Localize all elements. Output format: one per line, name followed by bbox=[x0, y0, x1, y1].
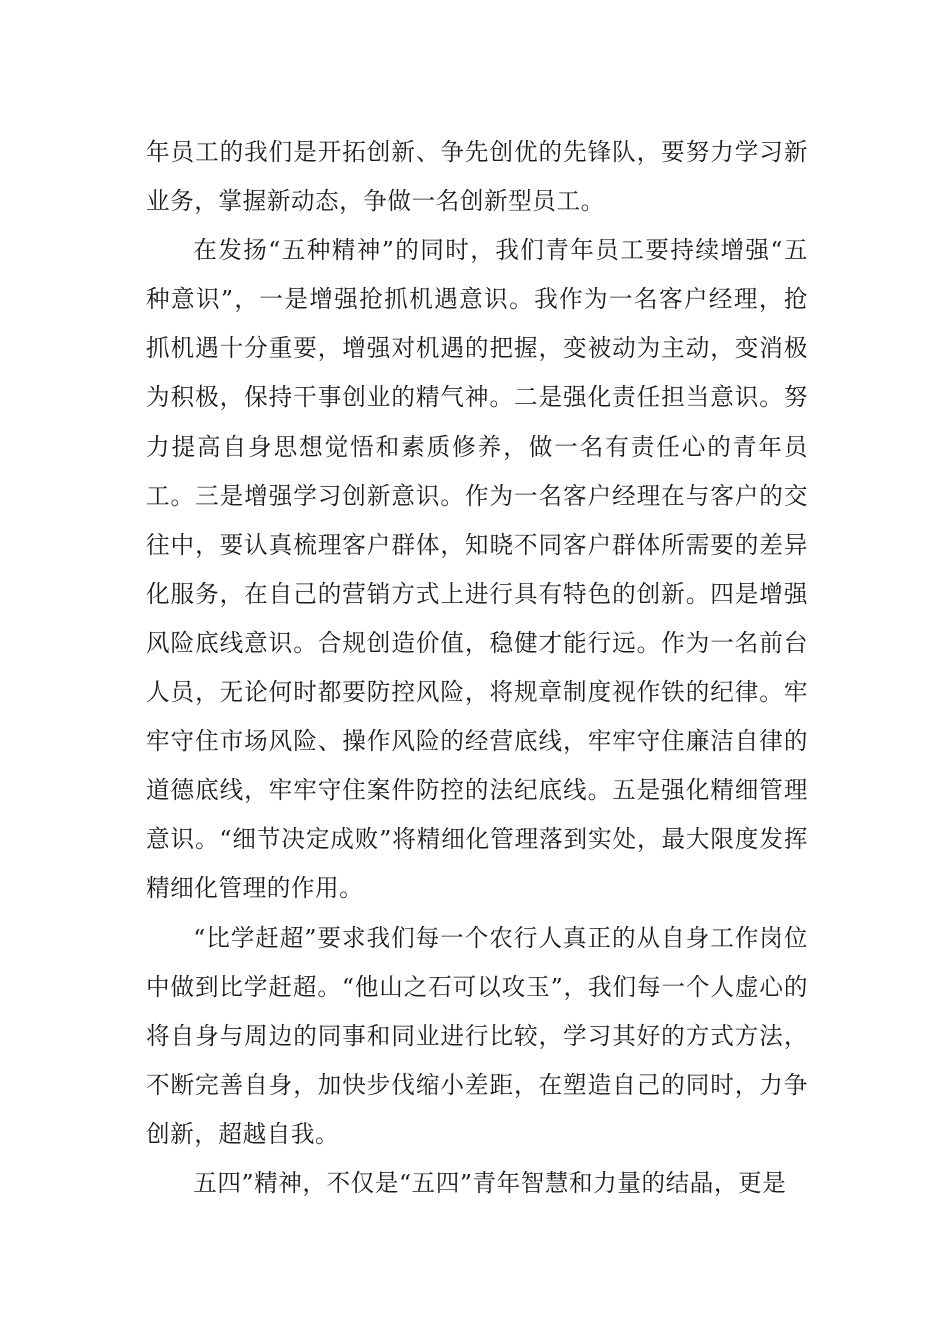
paragraph-3: “比学赶超”要求我们每一个农行人真正的从自身工作岗位中做到比学赶超。“他山之石可以攻玉”，我们每一个人虚心的将自身与周边的同事和同业进行比较，学习其好的方式方法，不断完善自身，加快步伐缩小差距，在塑造自己的同时，力争创新，超越自我。 bbox=[146, 923, 808, 1148]
paragraph-2: 在发扬“五种精神”的同时，我们青年员工要持续增强“五种意识”，一是增强抢抓机遇意识。我作为一名客户经理，抢抓机遇十分重要，增强对机遇的把握，变被动为主动，变消极为积极，保持干事创业的精气神。二是强化责任担当意识。努力提高自身思想觉悟和素质修养，做一名有责任心的青年员工。三是增强学习创新意识。作为一名客户经理在与客户的交往中，要认真梳理客户群体，知晓不同客户群体所需要的差异化服务，在自己的营销方式上进行具有特色的创新。四是增强风险底线意识。合规创造价值，稳健才能行远。作为一名前台人员，无论何时都要防控风险，将规章制度视作铁的纪律。牢牢守住市场风险、操作风险的经营底线，牢牢守住廉洁自律的道德底线，牢牢守住案件防控的法纪底线。五是强化精细管理意识。“细节决定成败”将精细化管理落到实处，最大限度发挥精细化管理的作用。 bbox=[146, 236, 808, 903]
document-page bbox=[146, 128, 808, 1208]
paragraph-1: 年员工的我们是开拓创新、争先创优的先锋队，要努力学习新业务，掌握新动态，争做一名创新型员工。 bbox=[146, 138, 808, 216]
paragraph-4: 五四”精神，不仅是“五四”青年智慧和力量的结晶，更是 bbox=[193, 1168, 787, 1197]
